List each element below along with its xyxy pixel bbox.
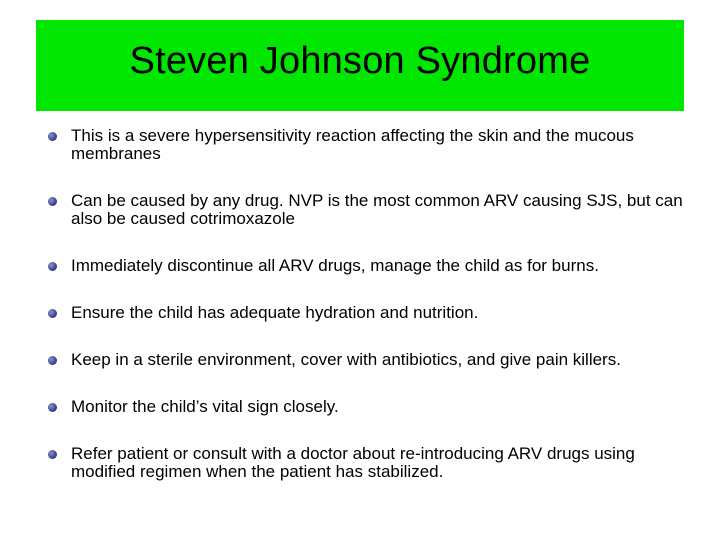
- bullet-text: Monitor the child’s vital sign closely.: [71, 397, 339, 416]
- bullet-text: Immediately discontinue all ARV drugs, manage the child as for burns.: [71, 256, 599, 275]
- bullet-item: [48, 192, 688, 228]
- bullet-text: Refer patient or consult with a doctor about re-introducing ARV drugs using modified regimen when the patient has stabilized.: [71, 444, 635, 481]
- bullet-list: [48, 127, 688, 510]
- bullet-text: Can be caused by any drug. NVP is the most common ARV causing SJS, but can also be caused cotrimoxazole: [71, 191, 683, 228]
- bullet-item: [48, 445, 688, 481]
- bullet-text: Ensure the child has adequate hydration and nutrition.: [71, 303, 479, 322]
- bullet-dot-icon: [48, 197, 57, 206]
- bullet-item: [48, 351, 688, 369]
- bullet-dot-icon: [48, 450, 57, 459]
- bullet-item: [48, 257, 688, 275]
- bullet-text: Keep in a sterile environment, cover with antibiotics, and give pain killers.: [71, 350, 621, 369]
- bullet-text: This is a severe hypersensitivity reaction affecting the skin and the mucous membranes: [71, 126, 634, 163]
- bullet-dot-icon: [48, 262, 57, 271]
- title-banner: [36, 20, 684, 111]
- bullet-dot-icon: [48, 356, 57, 365]
- bullet-dot-icon: [48, 403, 57, 412]
- bullet-item: [48, 127, 688, 163]
- bullet-item: [48, 398, 688, 416]
- bullet-dot-icon: [48, 309, 57, 318]
- bullet-item: [48, 304, 688, 322]
- slide-title: Steven Johnson Syndrome: [129, 40, 591, 82]
- bullet-dot-icon: [48, 132, 57, 141]
